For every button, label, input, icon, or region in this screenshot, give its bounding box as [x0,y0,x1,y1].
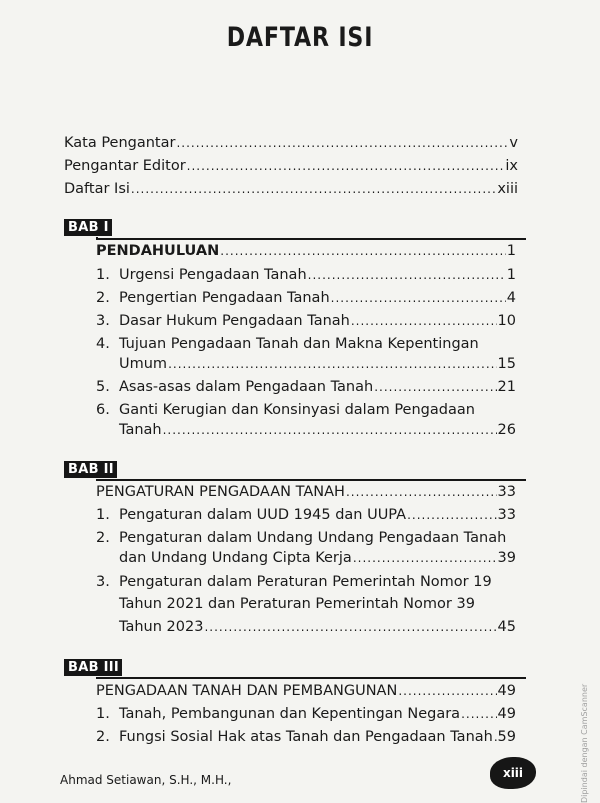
toc-label: Dasar Hukum Pengadaan Tanah [119,313,350,329]
toc-entry-pengantar-editor[interactable] [64,158,518,174]
toc-page: ix [505,158,518,174]
chapter-rule [96,677,526,679]
item-number: 1. [96,507,110,523]
item-number: 2. [96,729,110,745]
toc-label: dan Undang Undang Cipta Kerja [119,550,352,566]
leader-dots [187,159,505,173]
toc-entry[interactable] [119,422,516,438]
toc-page: 15 [497,356,516,372]
toc-label: Pengaturan dalam UUD 1945 dan UUPA [119,507,407,523]
toc-page: 10 [497,313,516,329]
leader-dots [346,485,497,499]
item-number: 1. [96,267,110,283]
item-number: 2. [96,530,110,546]
leader-dots [461,707,496,721]
toc-label: Umum [119,356,168,372]
toc-entry[interactable] [119,706,516,722]
leader-dots [308,268,506,282]
scanner-watermark: Dipindai dengan CamScanner [580,683,589,803]
leader-dots [168,357,496,371]
toc-label: Tanah [119,422,162,438]
chapter-title-bab-3[interactable] [96,683,516,699]
chapter-title: PENGATURAN PENGADAAN TANAH [96,484,345,500]
chapter-rule [96,238,526,240]
toc-page: 49 [497,683,516,699]
toc-entry[interactable] [119,619,516,635]
leader-dots [176,136,508,150]
item-number: 3. [96,574,110,590]
toc-entry[interactable] [119,267,516,283]
chapter-title-bab-2[interactable] [96,484,516,500]
leader-dots [331,291,506,305]
toc-page: 21 [497,379,516,395]
item-number: 5. [96,379,110,395]
item-number: 3. [96,313,110,329]
leader-dots [407,508,496,522]
toc-entry[interactable] [119,550,516,566]
toc-entry-kata-pengantar[interactable] [64,135,518,151]
toc-page: 59 [497,729,516,745]
toc-entry[interactable] [119,313,516,329]
toc-page: 1 [506,267,516,283]
footer-author: Ahmad Setiawan, S.H., M.H., [60,773,232,787]
leader-dots [163,423,497,437]
item-number: 4. [96,336,110,352]
toc-label: Tanah, Pembangunan dan Kepentingan Negara [119,706,461,722]
toc-label: Urgensi Pengadaan Tanah [119,267,307,283]
item-number: 6. [96,402,110,418]
leader-dots [351,314,497,328]
toc-page: 45 [497,619,516,635]
leader-dots [353,551,497,565]
toc-page: 33 [497,507,516,523]
toc-page: 33 [497,484,516,500]
toc-label: Daftar Isi [64,181,130,197]
page-number-badge: xiii [490,757,536,789]
chapter-title-bab-1[interactable] [96,243,516,259]
toc-entry[interactable] [119,290,516,306]
toc-entry[interactable] [119,379,516,395]
toc-page: 26 [497,422,516,438]
toc-label-line: Ganti Kerugian dan Konsinyasi dalam Pengadaan [119,402,475,418]
toc-entry[interactable] [119,507,516,523]
chapter-title: PENGADAAN TANAH DAN PEMBANGUNAN [96,683,398,699]
toc-label-line: Pengaturan dalam Undang Undang Pengadaan Tanah [119,530,507,546]
leader-dots [220,244,506,258]
toc-page: 1 [506,243,516,259]
toc-entry-daftar-isi[interactable] [64,181,518,197]
toc-page: 4 [506,290,516,306]
leader-dots [494,730,497,744]
chapter-badge-bab-2: BAB II [64,461,117,478]
chapter-rule [96,479,526,481]
toc-page: xiii [497,181,518,197]
item-number: 2. [96,290,110,306]
item-number: 1. [96,706,110,722]
toc-label-line: Tujuan Pengadaan Tanah dan Makna Kepentingan [119,336,479,352]
toc-page: 49 [497,706,516,722]
toc-label: Asas-asas dalam Pengadaan Tanah [119,379,374,395]
page-title: DAFTAR ISI [226,22,374,53]
leader-dots [204,620,496,634]
toc-entry[interactable] [119,356,516,372]
toc-page: v [509,135,518,151]
toc-label: Fungsi Sosial Hak atas Tanah dan Pengadaan Tanah [119,729,493,745]
chapter-badge-bab-1: BAB I [64,219,112,236]
toc-label: Kata Pengantar [64,135,176,151]
leader-dots [131,182,496,196]
toc-label: Pengantar Editor [64,158,186,174]
toc-label-line: Tahun 2021 dan Peraturan Pemerintah Nomor 39 [119,596,475,612]
leader-dots [398,684,496,698]
toc-page: 39 [497,550,516,566]
toc-label: Pengertian Pengadaan Tanah [119,290,330,306]
chapter-badge-bab-3: BAB III [64,659,122,676]
toc-label-line: Pengaturan dalam Peraturan Pemerintah Nomor 19 [119,574,492,590]
toc-entry[interactable] [119,729,516,745]
toc-label: Tahun 2023 [119,619,204,635]
leader-dots [374,380,496,394]
chapter-title: PENDAHULUAN [96,243,220,259]
